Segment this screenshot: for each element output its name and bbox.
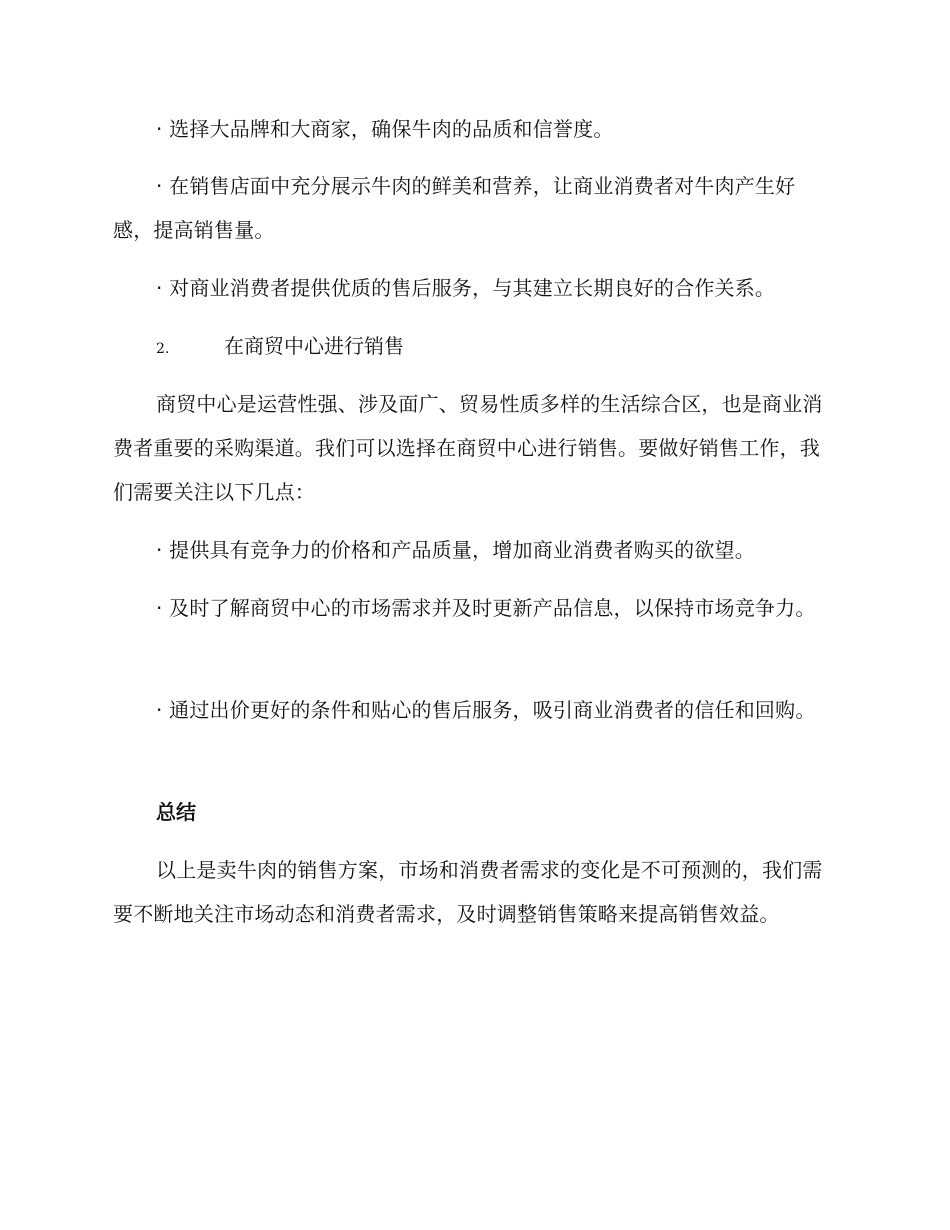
bullet-item: · 在销售店面中充分展示牛肉的鲜美和营养，让商业消费者对牛肉产生好感，提高销售量。 bbox=[113, 174, 796, 242]
bullet-item: · 提供具有竞争力的价格和产品质量，增加商业消费者购买的欲望。 bbox=[156, 538, 755, 562]
section-paragraph: 商贸中心是运营性强、涉及面广、贸易性质多样的生活综合区，也是商业消费者重要的采购渠道。我们可以选择在商贸中心进行销售。要做好销售工作，我们需要关注以下几点： bbox=[113, 392, 823, 504]
bullet-item: · 对商业消费者提供优质的售后服务，与其建立长期良好的合作关系。 bbox=[156, 276, 776, 300]
bullet-item: · 及时了解商贸中心的市场需求并及时更新产品信息，以保持市场竞争力。 bbox=[156, 596, 816, 620]
summary-paragraph: 以上是卖牛肉的销售方案，市场和消费者需求的变化是不可预测的，我们需要不断地关注市场动态和消费者需求，及时调整销售策略来提高销售效益。 bbox=[113, 858, 823, 926]
bullet-item: · 选择大品牌和大商家，确保牛肉的品质和信誉度。 bbox=[156, 117, 614, 141]
bullet-item: · 通过出价更好的条件和贴心的售后服务，吸引商业消费者的信任和回购。 bbox=[156, 698, 816, 722]
summary-heading: 总结 bbox=[156, 800, 196, 824]
section-title: 在商贸中心进行销售 bbox=[224, 334, 404, 358]
section-number: 2. bbox=[156, 341, 170, 357]
numbered-heading bbox=[156, 324, 404, 371]
